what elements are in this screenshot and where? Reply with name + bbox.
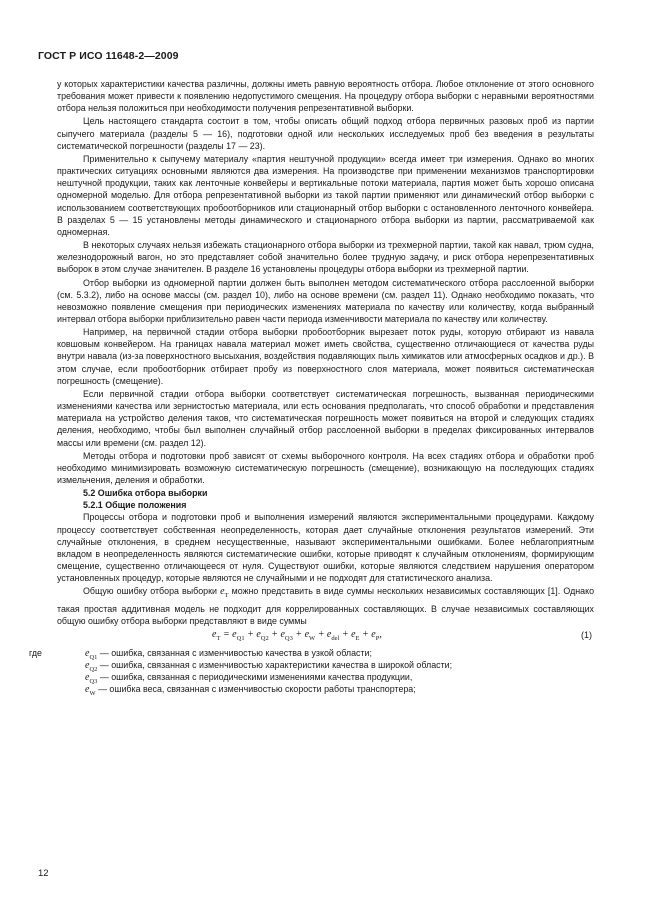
definition-text: — ошибка, связанная с изменчивостью характеристики качества в широкой области; [99, 659, 453, 670]
definition-text: — ошибка, связанная с периодическими изменениями качества продукции, [99, 671, 413, 682]
definition-symbol: $e_{Q2}$ [85, 659, 98, 673]
symbol-e-t: $e_T$ [220, 586, 229, 600]
definition-text: — ошибка, связанная с изменчивостью качества в узкой области; [99, 647, 372, 658]
definition-symbol: $e_{Q3}$ [85, 671, 98, 685]
formula-expression: $e_T = e_{Q1} + e_{Q2} + e_{Q3} + e_W + e_{del} + e_E + e_P$, [212, 628, 382, 642]
paragraph: В некоторых случаях нельзя избежать стационарного отбора выборки из трехмерной партии, такой как навал, трюм судна, железнодорожный вагон, но это представляет собой значительно более трудную задачу, и риск отбора нерепрезентативных выборок в этом случае значителен. В разделе 16 установлены процедуры отбора выборки из трехмерной партии. [57, 240, 594, 275]
paragraph-text: Общую ошибку отбора выборки [83, 586, 217, 597]
standard-header: ГОСТ Р ИСО 11648-2—2009 [38, 50, 179, 62]
subsection-heading: 5.2.1 Общие положения [83, 500, 187, 511]
paragraph: Если первичной стадии отбора выборки соответствует систематическая погрешность, вызванная периодическими изменениями качества или зернистостью материала, или есть основания предполагать, что способ обработки и представления материала на устройство деления таков, что систематическая погрешность может появиться на второй и следующих стадиях деления, необходимо, чтобы был выполнен случайный отбор расслоенной выборки в пределах фиксированных интервалов массы или времени (см. раздел 12). [57, 388, 594, 448]
section-heading: 5.2 Ошибка отбора выборки [83, 488, 208, 499]
formula-number: (1) [581, 629, 592, 640]
paragraph-total-error [57, 585, 594, 626]
paragraph: у которых характеристики качества различны, должны иметь равную вероятность отбора. Любое отклонение от этого основного требования может привести к появлению недопустимого смещения. На процедуру отбора выборки с неравными вероятностями отбора нельзя положиться при необходимости получения репрезентативной выборки. [57, 79, 594, 114]
paragraph: Цель настоящего стандарта состоит в том, чтобы описать общий подход отбора первичных разовых проб из партии сыпучего материала (разделы 5 — 16), подготовки одной или нескольких исследуемых проб без введения в результаты систематической погрешности (разделы 17 — 23). [57, 116, 594, 151]
paragraph: Применительно к сыпучему материалу «партия нештучной продукции» всегда имеет три измерения. Однако во многих практических ситуациях основными являются два измерения. На производстве при применении механизмов транспортировки нештучной продукции, таких как ленточные конвейеры и вертикальные потоки материала, партия может быть хорошо описана одномерной моделью. Для отбора репрезентативной выборки из такой партии применяют или динамический отбор выборки с использованием соответствующих пробоотборников или стационарный отбор выборки с остановленного ленточного конвейера. В разделах 5 — 15 установлены методы динамического и стационарного отбора выборки из партии, рассматриваемой как одномерная. [57, 153, 594, 237]
paragraph: Процессы отбора и подготовки проб и выполнения измерений являются экспериментальными процедурами. Каждому процессу соответствует собственная неопределенность, которая дает случайные отклонения результатов измерений. Эти случайные отклонения, в среднем несущественные, называют экспериментальными ошибками. Более неблагоприятным вкладом в неопределенность являются систематические ошибки, которые приводят к случайным отклонениям, формирующим смещение, существенно отличающееся от нуля. Существуют ошибки, которые являются следствием нарушения оператором установленных процедур, которые являются не случайными и не подходят для статистического анализа. [57, 512, 594, 584]
where-label: где [29, 647, 42, 658]
paragraph: Например, на первичной стадии отбора выборки пробоотборник вырезает поток руды, которую отбирают из навала ковшовым конвейером. На границах навала материал может иметь свойства, существенно отличающиеся от качества руды внутри навала (из-за поверхностного высыхания, воздействия подавляющих пыль химикатов или атмосферных осадков и др.). В этом случае, если пробоотборник отбирает пробу из поверхностного слоя материала, может появиться систематическая погрешность (смещение). [57, 327, 594, 386]
paragraph-text: можно представить в виде суммы нескольких независимых составляющих [1]. Однако такая простая аддитивная модель не подходит для коррелированных составляющих. В случае независимых составляющих общую ошибку отбора выборки представляют в виде суммы [57, 586, 595, 626]
paragraph: Методы отбора и подготовки проб зависят от схемы выборочного контроля. На всех стадиях отбора и обработки проб необходимо минимизировать возможную систематическую погрешность (смещение), возникающую на последующих стадиях измельчения, деления и обработки. [57, 450, 594, 485]
definitions-list [29, 647, 594, 697]
definition-text: — ошибка веса, связанная с изменчивостью скорости работы транспортера; [98, 683, 416, 694]
paragraph: Отбор выборки из одномерной партии должен быть выполнен методом систематического отбора расслоенной выборки (см. 5.3.2), либо на основе массы (см. раздел 10), либо на основе времени (см. раздел 11). Однако необходимо показать, что невозможно появление смещения при периодических изменениях материала по качеству или количеству, когда выбранный интервал отбора выборки приблизительно равен части периода изменчивости материала по качеству или количеству. [57, 277, 594, 324]
document-body [29, 78, 595, 697]
definition-symbol: $e_{Q1}$ [85, 647, 98, 661]
definition-item [85, 683, 416, 700]
definition-symbol: $e_W$ [85, 683, 96, 697]
page-number: 12 [38, 868, 49, 879]
formula-1 [57, 629, 594, 643]
